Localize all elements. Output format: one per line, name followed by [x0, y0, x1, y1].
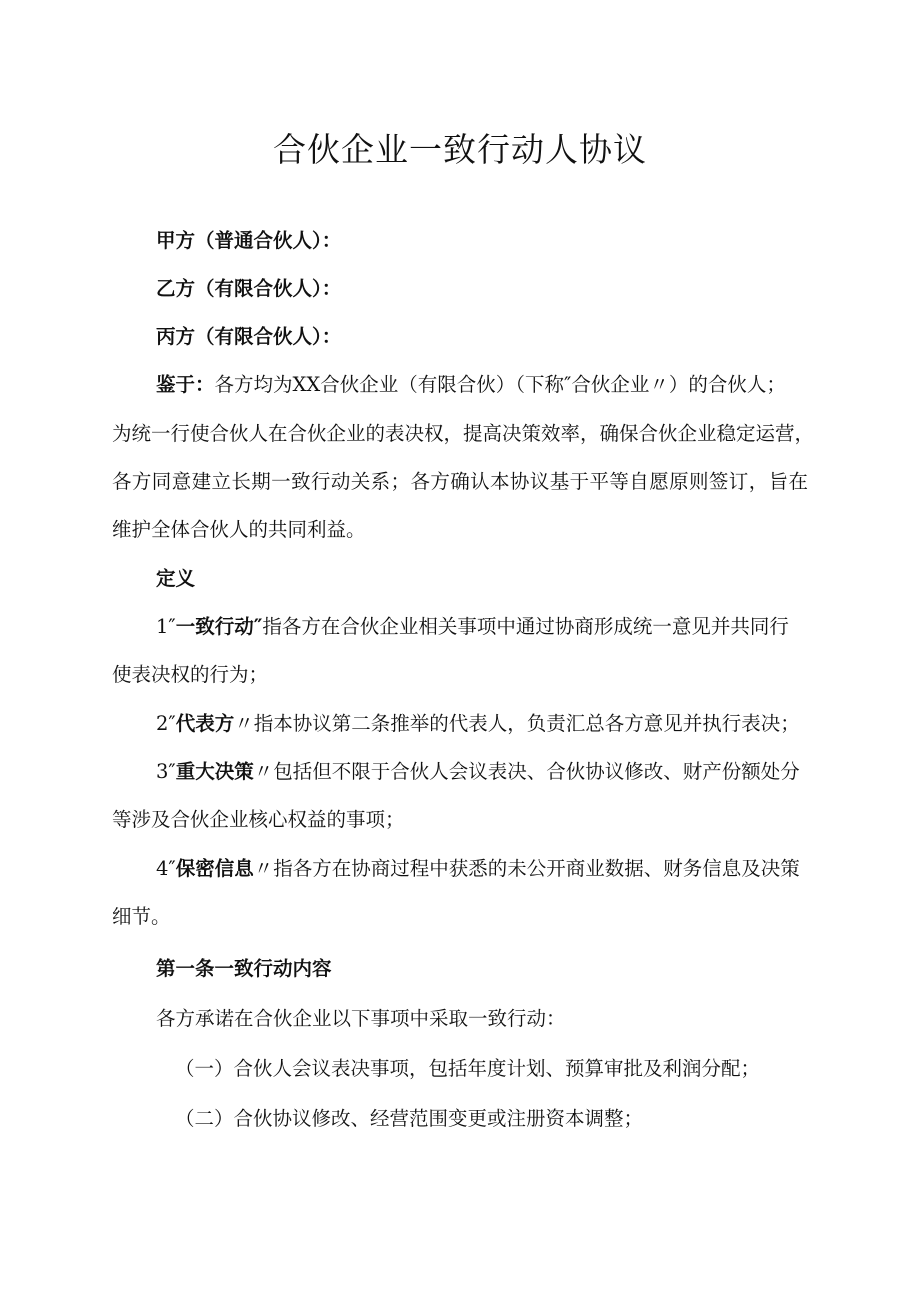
definition-number: 2″	[156, 712, 176, 735]
article-1-item-1: （一）合伙人会议表决事项，包括年度计划、预算审批及利润分配；	[175, 1057, 761, 1080]
whereas-line-2: 为统一行使合伙人在合伙企业的表决权，提高决策效率，确保合伙企业稳定运营，	[112, 422, 815, 445]
definition-text: 〃包括但不限于合伙人会议表决、合伙协议修改、财产份额处分	[253, 760, 800, 783]
party-c-line: 丙方（有限合伙人）：	[156, 325, 342, 348]
definition-number: 1″	[156, 615, 176, 638]
definition-item-1-continued: 使表决权的行为；	[112, 663, 269, 686]
document-title: 合伙企业一致行动人协议	[273, 130, 647, 169]
whereas-text-1: 各方均为XX合伙企业（有限合伙）（下称″合伙企业〃）的合伙人；	[214, 373, 786, 396]
definition-term: 保密信息	[175, 857, 254, 880]
definition-number: 4″	[156, 857, 176, 880]
party-a-line: 甲方（普通合伙人）：	[156, 229, 342, 252]
definition-item-3	[156, 758, 800, 786]
definition-item-4	[156, 855, 800, 883]
article-1-heading: 第一条一致行动内容	[156, 957, 332, 980]
whereas-label: 鉴于：	[156, 373, 215, 396]
definition-item-2	[156, 710, 800, 738]
definition-item-3-continued: 等涉及合伙企业核心权益的事项；	[112, 808, 405, 831]
definition-term: 一致行动″	[175, 615, 263, 638]
definition-term: 重大决策	[175, 760, 254, 783]
party-b-line: 乙方（有限合伙人）：	[156, 277, 342, 300]
definition-item-4-continued: 细节。	[112, 905, 171, 928]
article-1-item-2: （二）合伙协议修改、经营范围变更或注册资本调整；	[175, 1107, 644, 1130]
definition-number: 3″	[156, 760, 176, 783]
whereas-line-4: 维护全体合伙人的共同利益。	[112, 518, 366, 541]
definitions-heading: 定义	[156, 567, 196, 590]
definition-item-1	[156, 613, 789, 641]
whereas-line-1	[156, 371, 786, 399]
definition-text: 指各方在合伙企业相关事项中通过协商形成统一意见并共同行	[262, 615, 789, 638]
definition-text: 〃指本协议第二条推举的代表人，负责汇总各方意见并执行表决；	[234, 712, 800, 735]
whereas-line-3: 各方同意建立长期一致行动关系；各方确认本协议基于平等自愿原则签订，旨在	[112, 470, 808, 493]
definition-term: 代表方	[175, 712, 235, 735]
article-1-intro: 各方承诺在合伙企业以下事项中采取一致行动：	[156, 1007, 566, 1030]
definition-text: 〃指各方在协商过程中获悉的未公开商业数据、财务信息及决策	[253, 857, 800, 880]
